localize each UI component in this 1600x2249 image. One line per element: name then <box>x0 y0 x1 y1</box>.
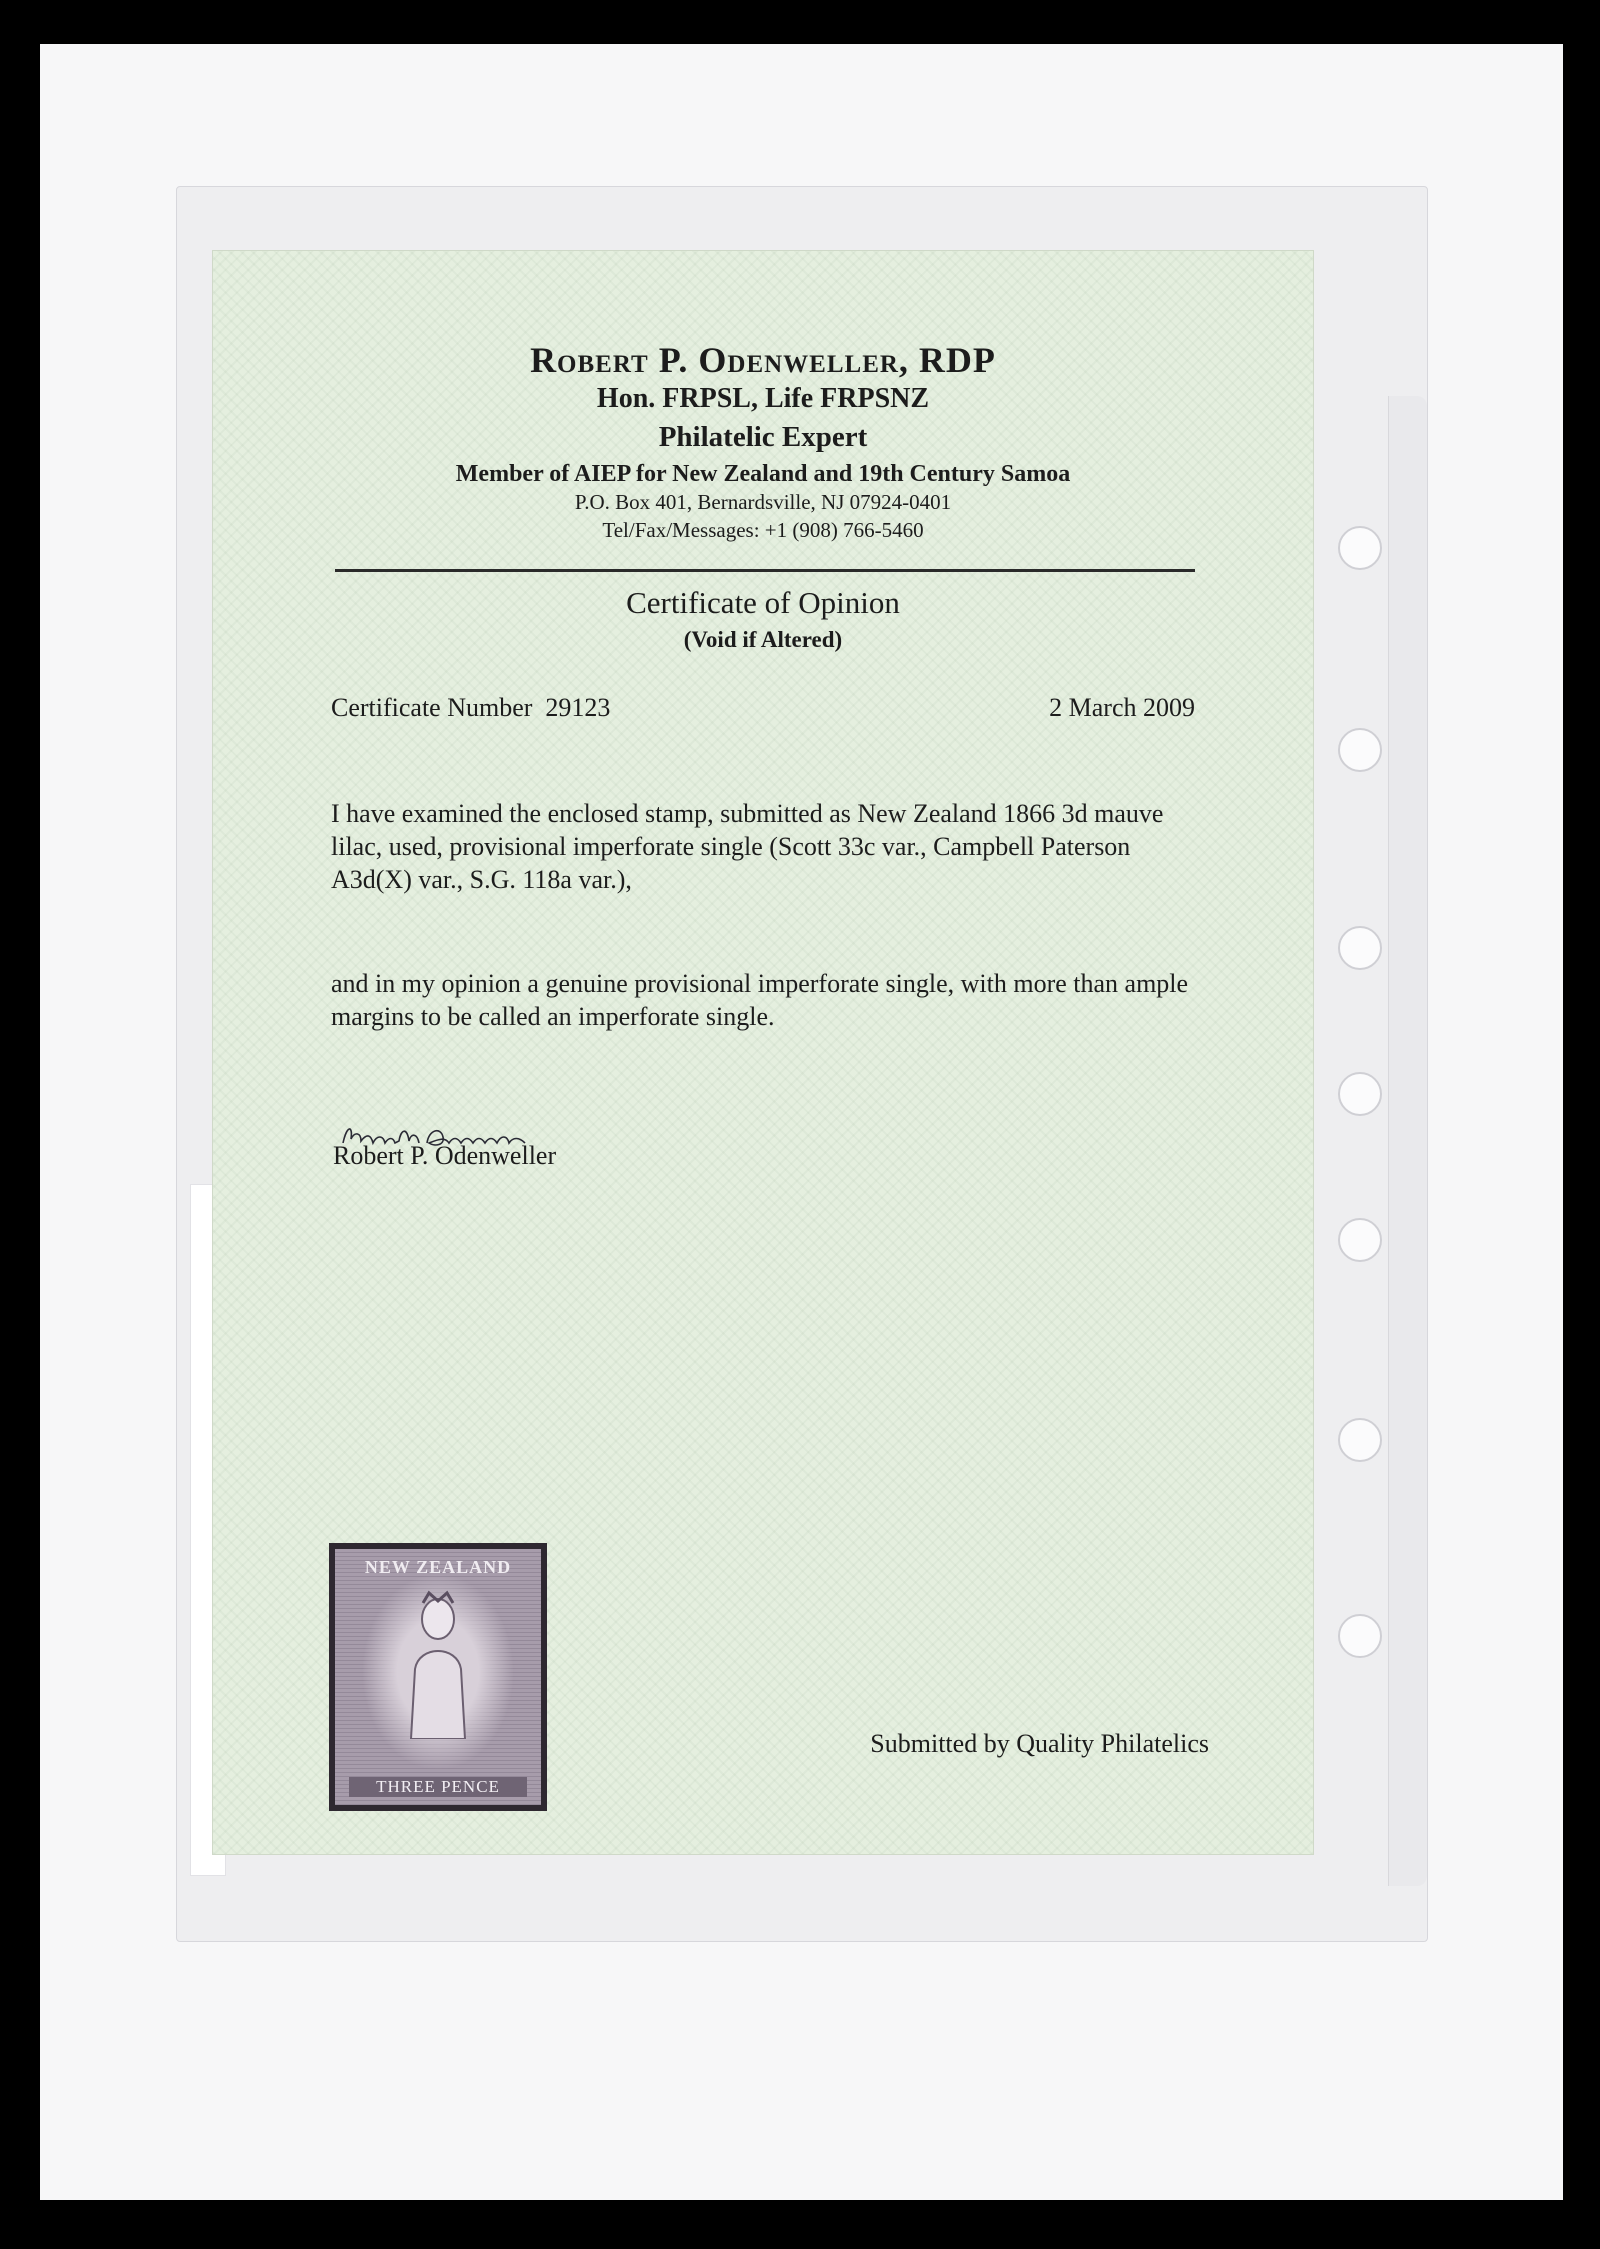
punch-hole-7 <box>1338 1614 1382 1658</box>
punch-hole-5 <box>1338 1218 1382 1262</box>
punch-hole-6 <box>1338 1418 1382 1462</box>
stamp-bottom-label: THREE PENCE <box>349 1777 527 1797</box>
punch-hole-1 <box>1338 526 1382 570</box>
address-line-1: P.O. Box 401, Bernardsville, NJ 07924-0401 <box>574 490 952 514</box>
expert-address <box>213 491 1313 547</box>
stamp-photo <box>329 1543 547 1811</box>
header-divider <box>335 569 1195 572</box>
queen-portrait-icon <box>393 1589 483 1739</box>
stamp-top-label: NEW ZEALAND <box>364 1557 512 1577</box>
certificate-title: Certificate of Opinion <box>626 585 900 620</box>
submitted-by: Submitted by Quality Philatelics <box>870 1729 1209 1758</box>
punch-hole-2 <box>1338 728 1382 772</box>
expert-membership: Member of AIEP for New Zealand and 19th Century Samoa <box>455 461 1071 487</box>
address-line-2: Tel/Fax/Messages: +1 (908) 766-5460 <box>602 518 924 542</box>
certificate-date: 2 March 2009 <box>1049 693 1195 722</box>
certificate-of-opinion <box>212 250 1314 1855</box>
expert-name: Robert P. Odenweller, RDP <box>530 340 996 380</box>
certificate-number: Certificate Number 29123 <box>331 693 611 722</box>
opinion-paragraph: and in my opinion a genuine provisional imperforate single, with more than ample margins to be called an imperforate single. <box>331 969 1189 1031</box>
signer-name: Robert P. Odenweller <box>333 1141 557 1170</box>
punch-hole-3 <box>1338 926 1382 970</box>
examination-paragraph: I have examined the enclosed stamp, submitted as New Zealand 1866 3d mauve lilac, used, provisional imperforate single (Scott 33c var., Campbell Paterson A3d(X) var., S.G. 118a var.), <box>331 799 1164 894</box>
punch-hole-4 <box>1338 1072 1382 1116</box>
expert-honors: Hon. FRPSL, Life FRPSNZ <box>596 383 930 414</box>
sleeve-binder-tab <box>1388 396 1427 1886</box>
stamp-image <box>335 1549 541 1805</box>
expert-role: Philatelic Expert <box>658 421 868 453</box>
void-notice: (Void if Altered) <box>683 627 843 652</box>
